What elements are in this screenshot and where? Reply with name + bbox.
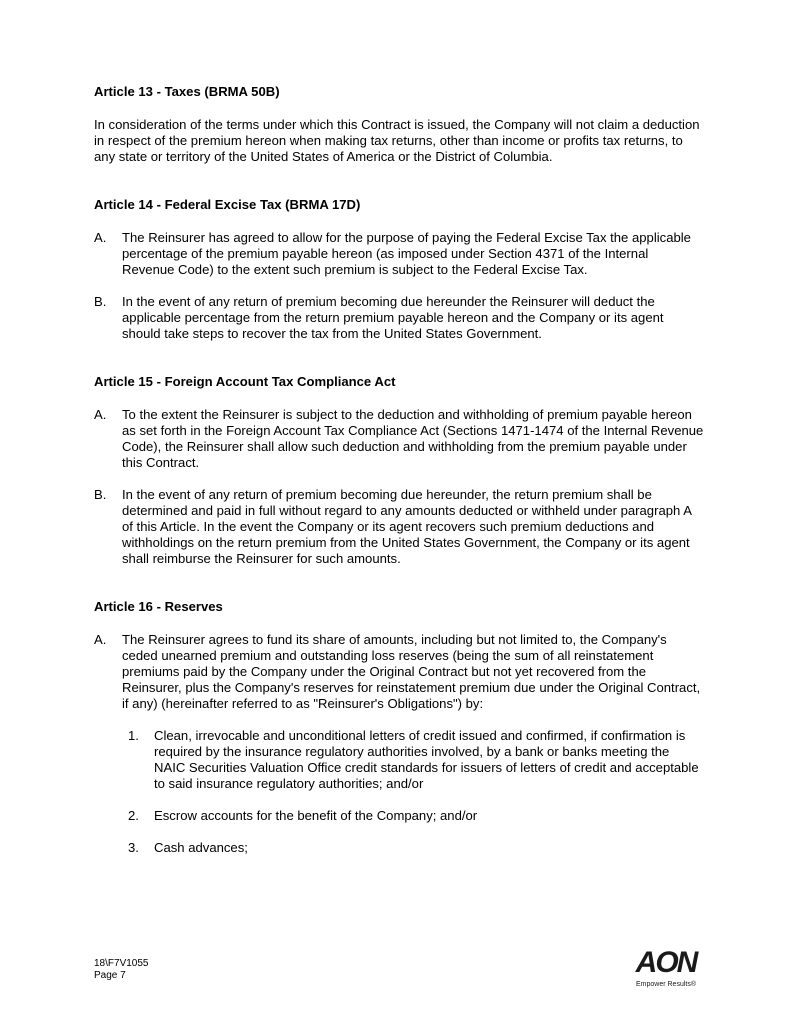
item-text: In the event of any return of premium becoming due hereunder, the return premium shall be determined and paid in full without regard to any amounts deducted or withheld under paragraph A of this Article. In the event the Company or its agent recovers such premium deductions and withholdings on the return premium from the United States Government, the Company or its agent shall reimburse the Reinsurer for such amounts.	[122, 487, 692, 566]
aon-logo-tagline: Empower Results®	[635, 981, 697, 988]
item-text: The Reinsurer agrees to fund its share of amounts, including but not limited to, the Company's ceded unearned premium and outstanding loss reserves (being the sum of all reinstatement premiums paid by the Company under the Original Contract but not yet recovered from the Reinsurer, plus the Company's reserves for reinstatement premium due under the Original Contract, if any) (hereinafter referred to as "Reinsurer's Obligations") by:	[122, 632, 701, 711]
article-15-item-a	[94, 407, 704, 471]
article-16-subitem-2	[128, 808, 704, 824]
item-marker: A.	[94, 407, 107, 422]
article-16-subitem-3	[128, 840, 704, 856]
item-text: To the extent the Reinsurer is subject to the deduction and withholding of premium payable hereon as set forth in the Foreign Account Tax Compliance Act (Sections 1471-1474 of the Internal Revenue Code), the Reinsurer shall allow such deduction and withholding from the premium payable under this Contract.	[122, 407, 704, 470]
article-14-heading: Article 14 - Federal Excise Tax (BRMA 17D)	[94, 197, 361, 212]
subitem-text: Escrow accounts for the benefit of the Company; and/or	[154, 808, 478, 823]
item-text: In the event of any return of premium becoming due hereunder the Reinsurer will deduct the applicable percentage from the return premium payable hereon and the Company or its agent should take steps to recover the tax from the United States Government.	[122, 294, 664, 341]
article-14-item-a	[94, 230, 704, 278]
subitem-marker: 3.	[128, 840, 139, 855]
subitem-text: Clean, irrevocable and unconditional letters of credit issued and confirmed, if confirmation is required by the insurance regulatory authorities involved, by a bank or banks meeting the NAIC Securities Valuation Office credit standards for issuers of letters of credit and acceptable to said insurance regulatory authorities; and/or	[154, 728, 699, 791]
article-14-item-b	[94, 294, 704, 342]
item-marker: A.	[94, 230, 107, 245]
item-marker: B.	[94, 487, 107, 502]
subitem-text: Cash advances;	[154, 840, 248, 855]
item-marker: A.	[94, 632, 107, 647]
article-15-heading: Article 15 - Foreign Account Tax Compliance Act	[94, 374, 396, 389]
article-16-subitem-1	[128, 728, 704, 792]
article-16-item-a	[94, 632, 704, 712]
subitem-marker: 2.	[128, 808, 139, 823]
article-13-body: In consideration of the terms under which this Contract is issued, the Company will not claim a deduction in respect of the premium hereon when making tax returns, other than income or profits tax returns, to any state or territory of the United States of America or the District of Columbia.	[94, 117, 700, 164]
aon-logo-wordmark: AON	[635, 946, 697, 979]
item-text: The Reinsurer has agreed to allow for the purpose of paying the Federal Excise Tax the applicable percentage of the premium payable hereon (as imposed under Section 4371 of the Internal Revenue Code) to the extent such premium is subject to the Federal Excise Tax.	[122, 230, 691, 277]
document-page	[94, 84, 704, 872]
article-16-heading: Article 16 - Reserves	[94, 599, 223, 614]
article-13-heading: Article 13 - Taxes (BRMA 50B)	[94, 84, 280, 99]
article-15-item-b	[94, 487, 704, 567]
article-16-subitems	[128, 728, 704, 856]
footer-doc-id: 18\F7V1055	[94, 958, 149, 969]
aon-logo	[626, 942, 706, 992]
footer-page-number: Page 7	[94, 970, 126, 981]
item-marker: B.	[94, 294, 107, 309]
footer-doc-info	[94, 958, 149, 982]
subitem-marker: 1.	[128, 728, 139, 743]
